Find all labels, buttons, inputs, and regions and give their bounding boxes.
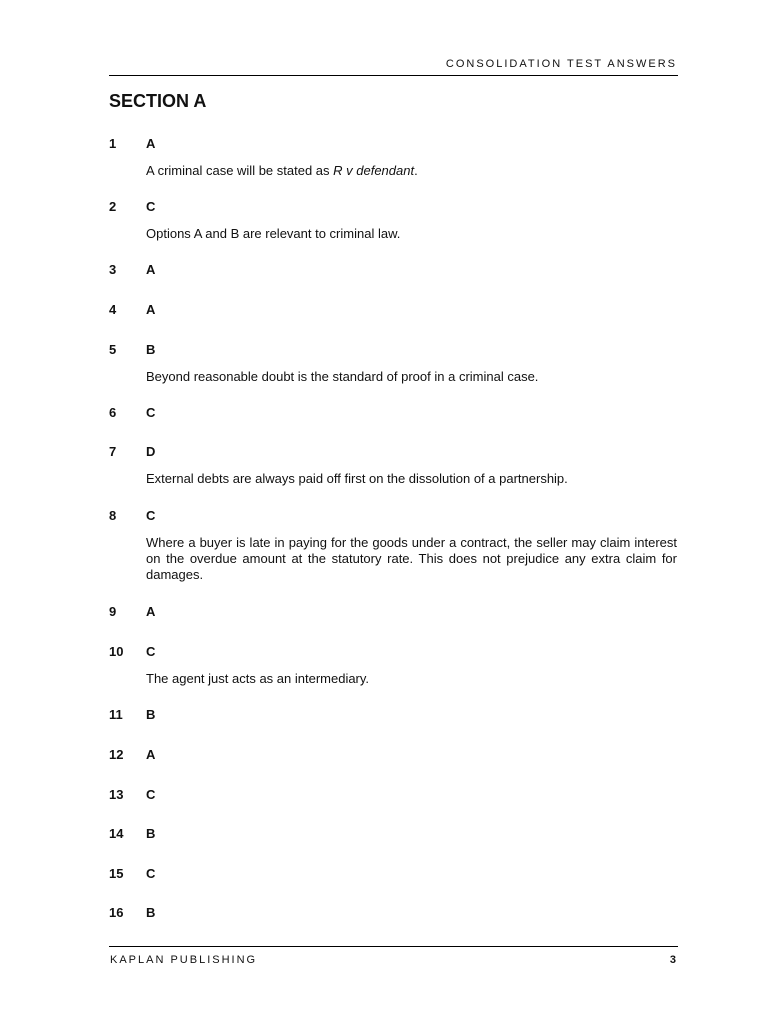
- answer-letter: C: [146, 644, 156, 659]
- case-citation: R v defendant: [333, 163, 415, 178]
- explanation-text-end: .: [414, 163, 418, 178]
- answer-letter: B: [146, 342, 156, 357]
- answer-explanation: Beyond reasonable doubt is the standard of proof in a criminal case.: [146, 369, 539, 384]
- answer-explanation: Where a buyer is late in paying for the goods under a contract, the seller may claim interest on the overdue amount at the statutory rate. This does not prejudice any extra claim for damages.: [146, 535, 677, 582]
- question-number: 11: [109, 707, 123, 722]
- answer-letter: A: [146, 747, 156, 762]
- answer-letter: D: [146, 444, 156, 459]
- question-number: 10: [109, 644, 124, 659]
- question-number: 16: [109, 905, 124, 920]
- answer-letter: C: [146, 866, 156, 881]
- question-number: 13: [109, 787, 124, 802]
- answer-letter: A: [146, 136, 156, 151]
- question-number: 1: [109, 136, 117, 151]
- question-number: 2: [109, 199, 117, 214]
- answer-letter: B: [146, 905, 156, 920]
- answer-letter: C: [146, 405, 156, 420]
- answer-letter: C: [146, 508, 156, 523]
- question-number: 14: [109, 826, 124, 841]
- question-number: 15: [109, 866, 124, 881]
- page-number: 3: [669, 954, 676, 966]
- answer-letter: C: [146, 199, 156, 214]
- section-title: SECTION A: [109, 91, 207, 111]
- answer-letter: B: [146, 707, 156, 722]
- answer-letter: A: [146, 302, 156, 317]
- question-number: 5: [109, 342, 117, 357]
- answer-explanation: Options A and B are relevant to criminal law.: [146, 226, 401, 241]
- header-rule: [109, 75, 678, 76]
- answer-explanation: [146, 163, 677, 179]
- question-number: 6: [109, 405, 117, 420]
- question-number: 8: [109, 508, 117, 523]
- question-number: 3: [109, 262, 117, 277]
- answer-letter: A: [146, 604, 156, 619]
- question-number: 9: [109, 604, 117, 619]
- answer-letter: A: [146, 262, 156, 277]
- running-header: CONSOLIDATION TEST ANSWERS: [445, 58, 677, 70]
- publisher-name: KAPLAN PUBLISHING: [110, 954, 258, 966]
- question-number: 4: [109, 302, 117, 317]
- explanation-text: A criminal case will be stated as: [146, 163, 334, 178]
- answer-letter: C: [146, 787, 156, 802]
- answer-explanation: The agent just acts as an intermediary.: [146, 671, 370, 686]
- answer-letter: B: [146, 826, 156, 841]
- answer-explanation: External debts are always paid off first on the dissolution of a partnership.: [146, 471, 568, 486]
- question-number: 12: [109, 747, 124, 762]
- question-number: 7: [109, 444, 117, 459]
- footer-rule: [109, 946, 678, 947]
